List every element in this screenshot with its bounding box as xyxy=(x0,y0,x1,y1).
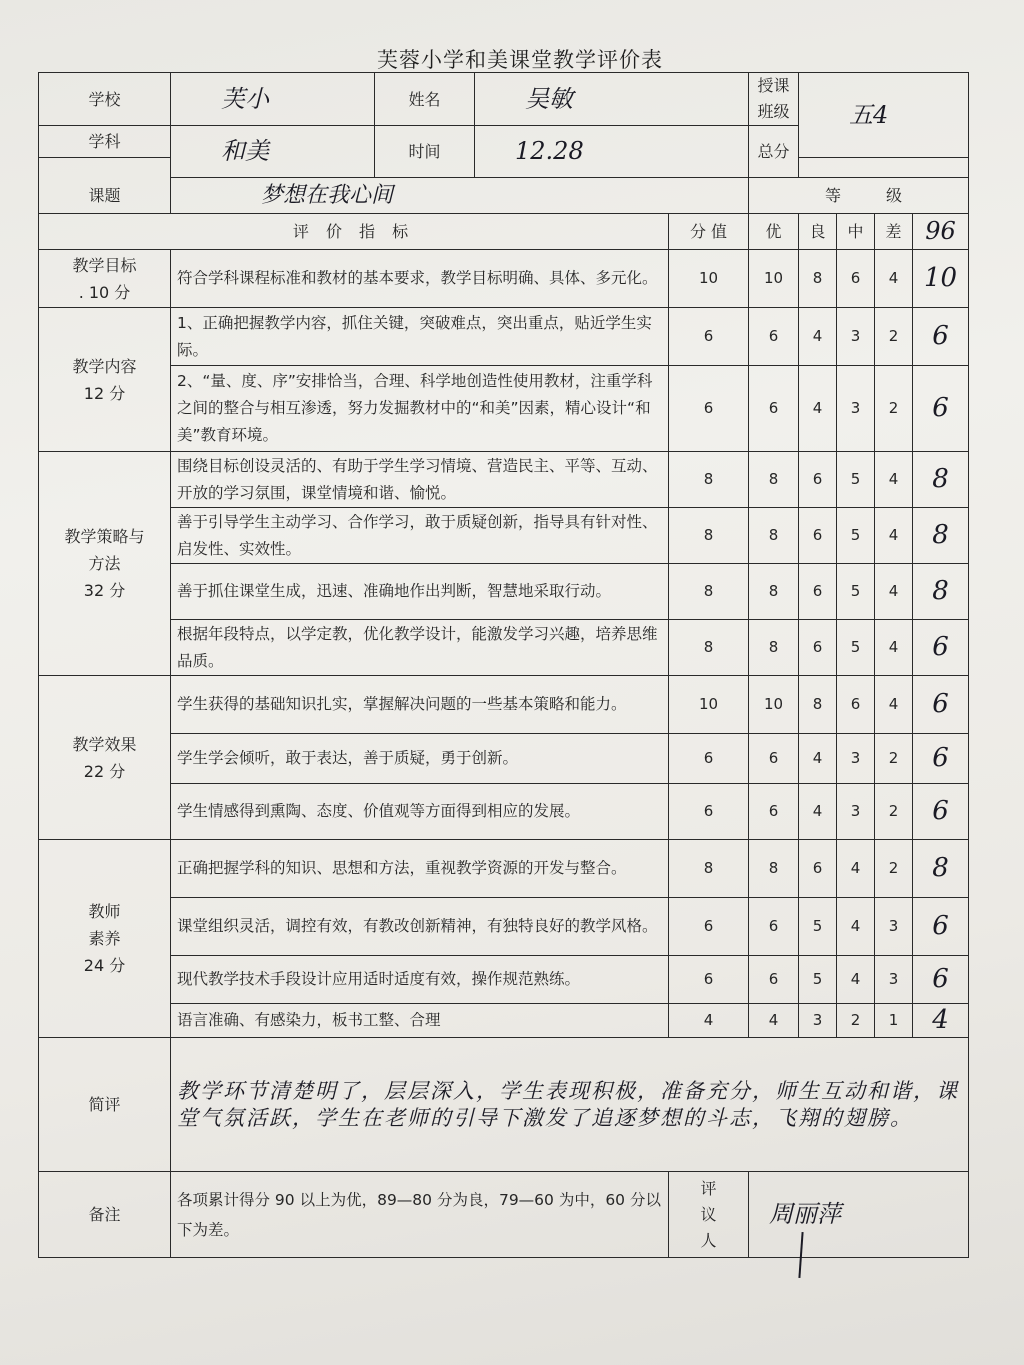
table-row xyxy=(39,676,969,734)
category-effect: 教学效果 22 分 xyxy=(39,676,171,840)
score-cell: 6 xyxy=(913,898,969,956)
points-cell: 10 xyxy=(669,676,749,734)
table-row xyxy=(39,898,969,956)
poor-cell: 2 xyxy=(875,366,913,452)
points-cell: 6 xyxy=(669,956,749,1004)
category-goal: 教学目标 . 10 分 xyxy=(39,250,171,308)
excellent-cell: 8 xyxy=(749,564,799,620)
good-cell: 4 xyxy=(799,784,837,840)
points-cell: 8 xyxy=(669,620,749,676)
table-row xyxy=(39,508,969,564)
table-row xyxy=(39,840,969,898)
good-cell: 5 xyxy=(799,898,837,956)
poor-cell: 2 xyxy=(875,784,913,840)
excellent-cell: 6 xyxy=(749,784,799,840)
indicator-text: 根据年段特点，以学定教，优化教学设计，能激发学习兴趣，培养思维品质。 xyxy=(171,620,669,676)
indicator-text: 学生获得的基础知识扎实，掌握解决问题的一些基本策略和能力。 xyxy=(171,676,669,734)
excellent-cell: 10 xyxy=(749,676,799,734)
school-value: 芙小 xyxy=(171,73,375,126)
poor-cell: 1 xyxy=(875,1004,913,1038)
school-label: 学校 xyxy=(39,73,171,126)
total-score: 96 xyxy=(913,214,969,250)
score-cell: 8 xyxy=(913,508,969,564)
total-label: 总分 xyxy=(749,126,799,178)
indicator-text: 1、正确把握教学内容，抓住关键，突破难点，突出重点，贴近学生实际。 xyxy=(171,308,669,366)
name-label: 姓名 xyxy=(375,73,475,126)
medium-cell: 2 xyxy=(837,1004,875,1038)
poor-cell: 2 xyxy=(875,308,913,366)
points-cell: 6 xyxy=(669,308,749,366)
poor-cell: 4 xyxy=(875,508,913,564)
good-cell: 8 xyxy=(799,676,837,734)
topic-label: 课题 xyxy=(39,178,171,214)
excellent-cell: 8 xyxy=(749,452,799,508)
good-cell: 8 xyxy=(799,250,837,308)
score-cell: 6 xyxy=(913,620,969,676)
excellent-header: 优 xyxy=(749,214,799,250)
indicator-text: 学生学会倾听，敢于表达，善于质疑，勇于创新。 xyxy=(171,734,669,784)
subject-label: 学科 xyxy=(39,126,171,158)
good-cell: 6 xyxy=(799,508,837,564)
score-cell: 8 xyxy=(913,564,969,620)
score-cell: 4 xyxy=(913,1004,969,1038)
medium-cell: 3 xyxy=(837,308,875,366)
good-cell: 6 xyxy=(799,564,837,620)
category-teacher: 教师 素养 24 分 xyxy=(39,840,171,1038)
indicator-text: 2、“量、度、序”安排恰当，合理、科学地创造性使用教材，注重学科之间的整合与相互渗透，努力发掘教材中的“和美”因素，精心设计“和美”教育环境。 xyxy=(171,366,669,452)
points-cell: 8 xyxy=(669,840,749,898)
form-title: 芙蓉小学和美课堂教学评价表 xyxy=(377,48,663,72)
excellent-cell: 8 xyxy=(749,840,799,898)
points-cell: 6 xyxy=(669,898,749,956)
comment-text: 教学环节清楚明了，层层深入，学生表现积极，准备充分，师生互动和谐，课堂气氛活跃，学生在老师的引导下激发了追逐梦想的斗志，飞翔的翅膀。 xyxy=(171,1038,969,1172)
poor-cell: 3 xyxy=(875,956,913,1004)
points-cell: 10 xyxy=(669,250,749,308)
name-value: 吴敏 xyxy=(475,73,749,126)
excellent-cell: 8 xyxy=(749,620,799,676)
indicator-text: 语言准确、有感染力，板书工整、合理 xyxy=(171,1004,669,1038)
score-cell: 6 xyxy=(913,676,969,734)
poor-cell: 4 xyxy=(875,452,913,508)
medium-cell: 5 xyxy=(837,452,875,508)
subject-label-spacer xyxy=(39,158,171,178)
remarks-row xyxy=(39,1172,969,1258)
time-value: 12.28 xyxy=(475,126,749,178)
topic-value: 梦想在我心间 xyxy=(171,178,749,214)
good-cell: 6 xyxy=(799,620,837,676)
table-row xyxy=(39,1004,969,1038)
poor-cell: 4 xyxy=(875,564,913,620)
excellent-cell: 10 xyxy=(749,250,799,308)
table-row xyxy=(39,956,969,1004)
table-row xyxy=(39,452,969,508)
medium-cell: 4 xyxy=(837,956,875,1004)
excellent-cell: 6 xyxy=(749,956,799,1004)
good-header: 良 xyxy=(799,214,837,250)
remarks-text: 各项累计得分 90 以上为优，89—80 分为良，79—60 为中，60 分以下为差。 xyxy=(171,1172,669,1258)
medium-cell: 4 xyxy=(837,840,875,898)
points-cell: 8 xyxy=(669,508,749,564)
good-cell: 4 xyxy=(799,734,837,784)
evaluator-label: 评 议 人 xyxy=(669,1172,749,1258)
indicator-text: 学生情感得到熏陶、态度、价值观等方面得到相应的发展。 xyxy=(171,784,669,840)
subject-value: 和美 xyxy=(171,126,375,178)
indicator-text: 现代教学技术手段设计应用适时适度有效，操作规范熟练。 xyxy=(171,956,669,1004)
score-cell: 10 xyxy=(913,250,969,308)
points-cell: 8 xyxy=(669,452,749,508)
table-row xyxy=(39,564,969,620)
score-cell: 8 xyxy=(913,452,969,508)
category-content: 教学内容 12 分 xyxy=(39,308,171,452)
indicator-text: 善于抓住课堂生成，迅速、准确地作出判断，智慧地采取行动。 xyxy=(171,564,669,620)
medium-cell: 5 xyxy=(837,508,875,564)
table-row xyxy=(39,620,969,676)
points-header: 分 值 xyxy=(669,214,749,250)
table-row xyxy=(39,308,969,366)
good-cell: 5 xyxy=(799,956,837,1004)
excellent-cell: 6 xyxy=(749,898,799,956)
comment-label: 简评 xyxy=(39,1038,171,1172)
class-label: 授课 班级 xyxy=(749,73,799,126)
table-row xyxy=(39,250,969,308)
indicator-text: 善于引导学生主动学习、合作学习，敢于质疑创新，指导具有针对性、启发性、实效性。 xyxy=(171,508,669,564)
indicator-text: 符合学科课程标准和教材的基本要求，教学目标明确、具体、多元化。 xyxy=(171,250,669,308)
medium-cell: 3 xyxy=(837,366,875,452)
class-value: 五4 xyxy=(799,73,969,158)
total-value xyxy=(799,158,969,178)
score-cell: 6 xyxy=(913,366,969,452)
poor-cell: 4 xyxy=(875,676,913,734)
good-cell: 4 xyxy=(799,308,837,366)
good-cell: 3 xyxy=(799,1004,837,1038)
indicator-text: 围绕目标创设灵活的、有助于学生学习情境、营造民主、平等、互动、开放的学习氛围，课堂情境和谐、愉悦。 xyxy=(171,452,669,508)
excellent-cell: 4 xyxy=(749,1004,799,1038)
evaluator-signature: 周丽萍 xyxy=(749,1172,969,1258)
points-cell: 8 xyxy=(669,564,749,620)
poor-cell: 2 xyxy=(875,840,913,898)
table-row xyxy=(39,784,969,840)
good-cell: 4 xyxy=(799,366,837,452)
indicator-text: 正确把握学科的知识、思想和方法，重视教学资源的开发与整合。 xyxy=(171,840,669,898)
medium-cell: 6 xyxy=(837,676,875,734)
score-cell: 8 xyxy=(913,840,969,898)
medium-cell: 4 xyxy=(837,898,875,956)
medium-header: 中 xyxy=(837,214,875,250)
poor-cell: 3 xyxy=(875,898,913,956)
points-cell: 6 xyxy=(669,366,749,452)
comment-row xyxy=(39,1038,969,1172)
remarks-label: 备注 xyxy=(39,1172,171,1258)
time-label: 时间 xyxy=(375,126,475,178)
score-cell: 6 xyxy=(913,956,969,1004)
medium-cell: 5 xyxy=(837,620,875,676)
poor-cell: 2 xyxy=(875,734,913,784)
good-cell: 6 xyxy=(799,840,837,898)
points-cell: 4 xyxy=(669,1004,749,1038)
excellent-cell: 6 xyxy=(749,366,799,452)
points-cell: 6 xyxy=(669,734,749,784)
score-cell: 6 xyxy=(913,784,969,840)
score-cell: 6 xyxy=(913,308,969,366)
poor-header: 差 xyxy=(875,214,913,250)
evaluation-table xyxy=(38,72,969,1258)
excellent-cell: 6 xyxy=(749,308,799,366)
medium-cell: 3 xyxy=(837,734,875,784)
poor-cell: 4 xyxy=(875,620,913,676)
score-cell: 6 xyxy=(913,734,969,784)
excellent-cell: 6 xyxy=(749,734,799,784)
grade-header: 等 级 xyxy=(749,178,969,214)
poor-cell: 4 xyxy=(875,250,913,308)
table-row xyxy=(39,366,969,452)
points-cell: 6 xyxy=(669,784,749,840)
good-cell: 6 xyxy=(799,452,837,508)
medium-cell: 6 xyxy=(837,250,875,308)
medium-cell: 5 xyxy=(837,564,875,620)
table-row xyxy=(39,734,969,784)
excellent-cell: 8 xyxy=(749,508,799,564)
indicator-text: 课堂组织灵活，调控有效，有教改创新精神，有独特良好的教学风格。 xyxy=(171,898,669,956)
medium-cell: 3 xyxy=(837,784,875,840)
category-strategy: 教学策略与 方法 32 分 xyxy=(39,452,171,676)
indicator-header: 评 价 指 标 xyxy=(39,214,669,250)
